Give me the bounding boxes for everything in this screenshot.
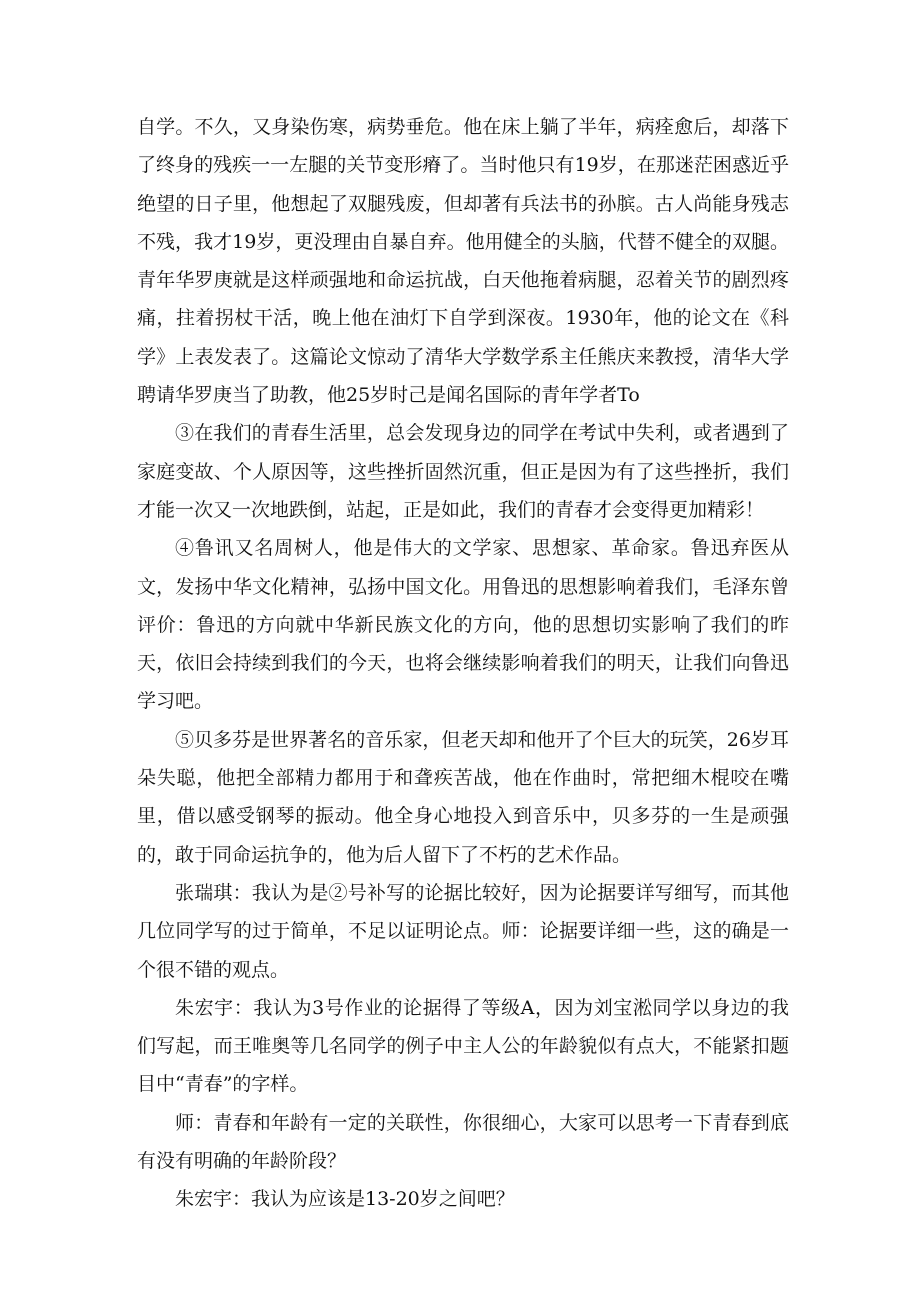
paragraph-3-youth-setbacks: ③在我们的青春生活里，总会发现身边的同学在考试中失利，或者遇到了家庭变故、个人原因等，这些挫折固然沉重，但正是因为有了这些挫折，我们才能一次又一次地跌倒，站起，正是如此，我们的青春才会变得更加精彩！: [137, 422, 789, 521]
paragraph-zhu-hongyu-comment: 朱宏宇：我认为3号作业的论据得了等级A，因为刘宝淞同学以身边的我们写起，而王唯奥等几名同学的例子中主人公的年龄貌似有点大，不能紧扣题目中“青春”的字样。: [137, 996, 789, 1096]
paragraph-4-lu-xun: ④鲁讯又名周树人，他是伟大的文学家、思想家、革命家。鲁迅弃医从文，发扬中华文化精神，弘扬中国文化。用鲁迅的思想影响着我们，毛泽东曾评价：鲁迅的方向就中华新民族文化的方向，他的思想切实影响了我们的昨天，依旧会持续到我们的今天，也将会继续影响着我们的明天，让我们向鲁迅学习吧。: [137, 537, 789, 713]
paragraph-teacher-question: 师：青春和年龄有一定的关联性，你很细心，大家可以思考一下青春到底有没有明确的年龄阶段？: [137, 1111, 789, 1173]
paragraph-hua-luogeng-story: 自学。不久，又身染伤寒，病势垂危。他在床上躺了半年，病痊愈后，却落下了终身的残疾一一左腿的关节变形瘠了。当时他只有19岁，在那迷茫困惑近乎绝望的日子里，他想起了双腿残废，但却著有兵法书的孙膑。古人尚能身残志不残，我才19岁，更没理由自暴自弃。他用健全的头脑，代替不健全的双腿。青年华罗庚就是这样顽强地和命运抗战，白天他拖着病腿，忍着关节的剧烈疼痛，拄着拐杖干活，晚上他在油灯下自学到深夜。1930年，他的论文在《科学》上表发表了。这篇论文惊动了清华大学数学系主任熊庆来教授，清华大学聘请华罗庚当了助教，他25岁时己是闻名国际的青年学者To: [137, 116, 789, 407]
document-body: [137, 108, 789, 1219]
paragraph-zhang-ruiqi-comment: 张瑞琪：我认为是②号补写的论据比较好，因为论据要详写细写，而其他几位同学写的过于简单，不足以证明论点。师：论据要详细一些，这的确是一个很不错的观点。: [137, 881, 789, 981]
paragraph-zhu-hongyu-answer: 朱宏宇：我认为应该是13-20岁之间吧？: [175, 1188, 515, 1211]
paragraph-5-beethoven: ⑤贝多芬是世界著名的音乐家，但老天却和他开了个巨大的玩笑，26岁耳朵失聪，他把全部精力都用于和聋疾苦战，他在作曲时，常把细木棍咬在嘴里，借以感受钢琴的振动。他全身心地投入到音乐中，贝多芬的一生是顽强的，敢于同命运抗争的，他为后人留下了不朽的艺术作品。: [137, 728, 789, 866]
